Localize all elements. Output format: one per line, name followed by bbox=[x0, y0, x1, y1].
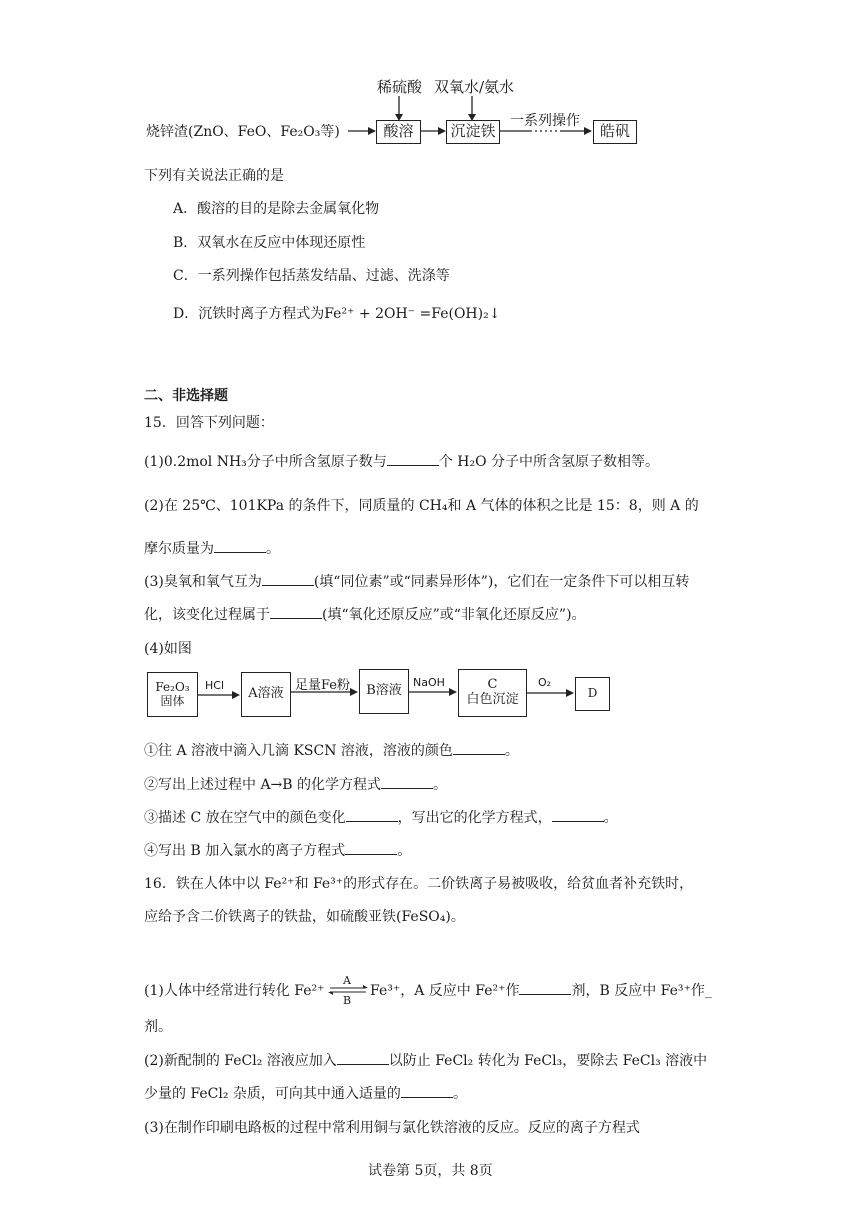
answer-blank[interactable] bbox=[387, 451, 439, 466]
q15-sub2: ②写出上述过程中 A→B 的化学方程式 。 bbox=[144, 774, 447, 794]
q15-part3-line1: (3)臭氧和氧气互为 (填“同位素”或“同素异形体”)，它们在一定条件下可以相互转 bbox=[144, 571, 689, 591]
q14-option-d: D．沉铁时离子方程式为Fe²⁺ + 2OH⁻ =Fe(OH)₂↓ bbox=[173, 306, 501, 322]
q15-part2-line1: (2)在 25℃、101KPa 的条件下，同质量的 CH₄和 A 气体的体积之比是 15：8，则 A 的 bbox=[144, 498, 699, 514]
answer-blank[interactable] bbox=[453, 740, 505, 755]
q16-line2: 应给予含二价铁离子的铁盐，如硫酸亚铁(FeSO₄)。 bbox=[144, 909, 465, 925]
q15-part2-line2: 摩尔质量为 。 bbox=[144, 538, 280, 558]
q16-part2-line2: 少量的 FeCl₂ 杂质，可向其中通入适量的 。 bbox=[144, 1083, 467, 1103]
q14-stem: 下列有关说法正确的是 bbox=[144, 168, 284, 184]
q16-part3: (3)在制作印刷电路板的过程中常利用铜与氯化铁溶液的反应。反应的离子方程式 bbox=[144, 1120, 640, 1136]
q16-part2-line1: (2)新配制的 FeCl₂ 溶液应加入 以防止 FeCl₂ 转化为 FeCl₃，要除去 FeCl₃ 溶液中 bbox=[144, 1050, 707, 1070]
q14-option-a: A．酸溶的目的是除去金属氧化物 bbox=[173, 201, 380, 217]
page-footer: 试卷第 5页，共 8页 bbox=[368, 1163, 493, 1179]
flow2-box-a: A溶液 bbox=[241, 672, 291, 717]
q15-title: 15．回答下列问题： bbox=[144, 415, 274, 431]
q16-part1-a: (1)人体中经常进行转化 Fe²⁺ bbox=[144, 983, 325, 999]
flow1-box-product: 皓矾 bbox=[593, 120, 637, 144]
answer-blank[interactable] bbox=[519, 980, 571, 995]
flow2-arrow1-label: HCl bbox=[205, 679, 225, 692]
answer-blank[interactable] bbox=[401, 1083, 453, 1098]
section-title: 二、非选择题 bbox=[144, 388, 228, 404]
flow1-reagent1: 稀硫酸 bbox=[377, 78, 423, 96]
q15-part4-label: (4)如图 bbox=[144, 641, 192, 657]
flow2-arrow2-label: 足量Fe粉 bbox=[295, 678, 351, 693]
q15-sub4: ④写出 B 加入氯水的离子方程式 。 bbox=[144, 840, 411, 860]
flow1-step-label: 一系列操作 bbox=[510, 113, 580, 129]
flow2-box-c: C 白色沉淀 bbox=[458, 669, 527, 717]
flow1-box-acid: 酸溶 bbox=[376, 120, 421, 144]
answer-blank[interactable] bbox=[345, 840, 397, 855]
answer-blank[interactable] bbox=[214, 538, 266, 553]
flow1-box-precip: 沉淀铁 bbox=[446, 120, 500, 144]
q16-line1: 16．铁在人体中以 Fe²⁺和 Fe³⁺的形式存在。二价铁离子易被吸收，给贫血者补充铁时， bbox=[144, 876, 694, 892]
q15-sub1: ①往 A 溶液中滴入几滴 KSCN 溶液，溶液的颜色 。 bbox=[144, 740, 519, 760]
answer-blank[interactable] bbox=[346, 807, 398, 822]
q16-arrow-label-a: A bbox=[343, 974, 351, 987]
flow2-arrow3-label: NaOH bbox=[413, 676, 445, 689]
answer-blank[interactable] bbox=[381, 774, 433, 789]
flow2-box-d: D bbox=[575, 677, 610, 711]
flow1-start: 烧锌渣(ZnO、FeO、Fe₂O₃等) bbox=[146, 124, 340, 140]
q15-part3-line2: 化，该变化过程属于 (填“氧化还原反应”或“非氧化还原反应”)。 bbox=[144, 604, 586, 624]
answer-blank[interactable] bbox=[262, 571, 314, 586]
q16-part1-b: Fe³⁺，A 反应中 Fe²⁺作 剂，B 反应中 Fe³⁺作_ bbox=[370, 980, 712, 1000]
flow2-box-fe2o3: Fe₂O₃ 固体 bbox=[147, 672, 198, 717]
answer-blank[interactable] bbox=[270, 604, 322, 619]
flow2-box-b: B溶液 bbox=[359, 669, 409, 714]
q14-option-c: C．一系列操作包括蒸发结晶、过滤、洗涤等 bbox=[173, 268, 450, 284]
flow1-reagent2: 双氧水/氨水 bbox=[434, 78, 515, 96]
q16-arrow-label-b: B bbox=[343, 994, 352, 1007]
q15-sub3: ③描述 C 放在空气中的颜色变化 ，写出它的化学方程式， 。 bbox=[144, 807, 618, 827]
q15-part1: (1)0.2mol NH₃分子中所含氢原子数与 个 H₂O 分子中所含氢原子数相等。 bbox=[144, 451, 659, 471]
q16-part1-c: 剂。 bbox=[144, 1019, 172, 1035]
answer-blank[interactable] bbox=[337, 1050, 389, 1065]
flow2-arrow4-label: O₂ bbox=[538, 676, 552, 689]
q14-option-b: B．双氧水在反应中体现还原性 bbox=[173, 235, 366, 251]
answer-blank[interactable] bbox=[552, 807, 604, 822]
